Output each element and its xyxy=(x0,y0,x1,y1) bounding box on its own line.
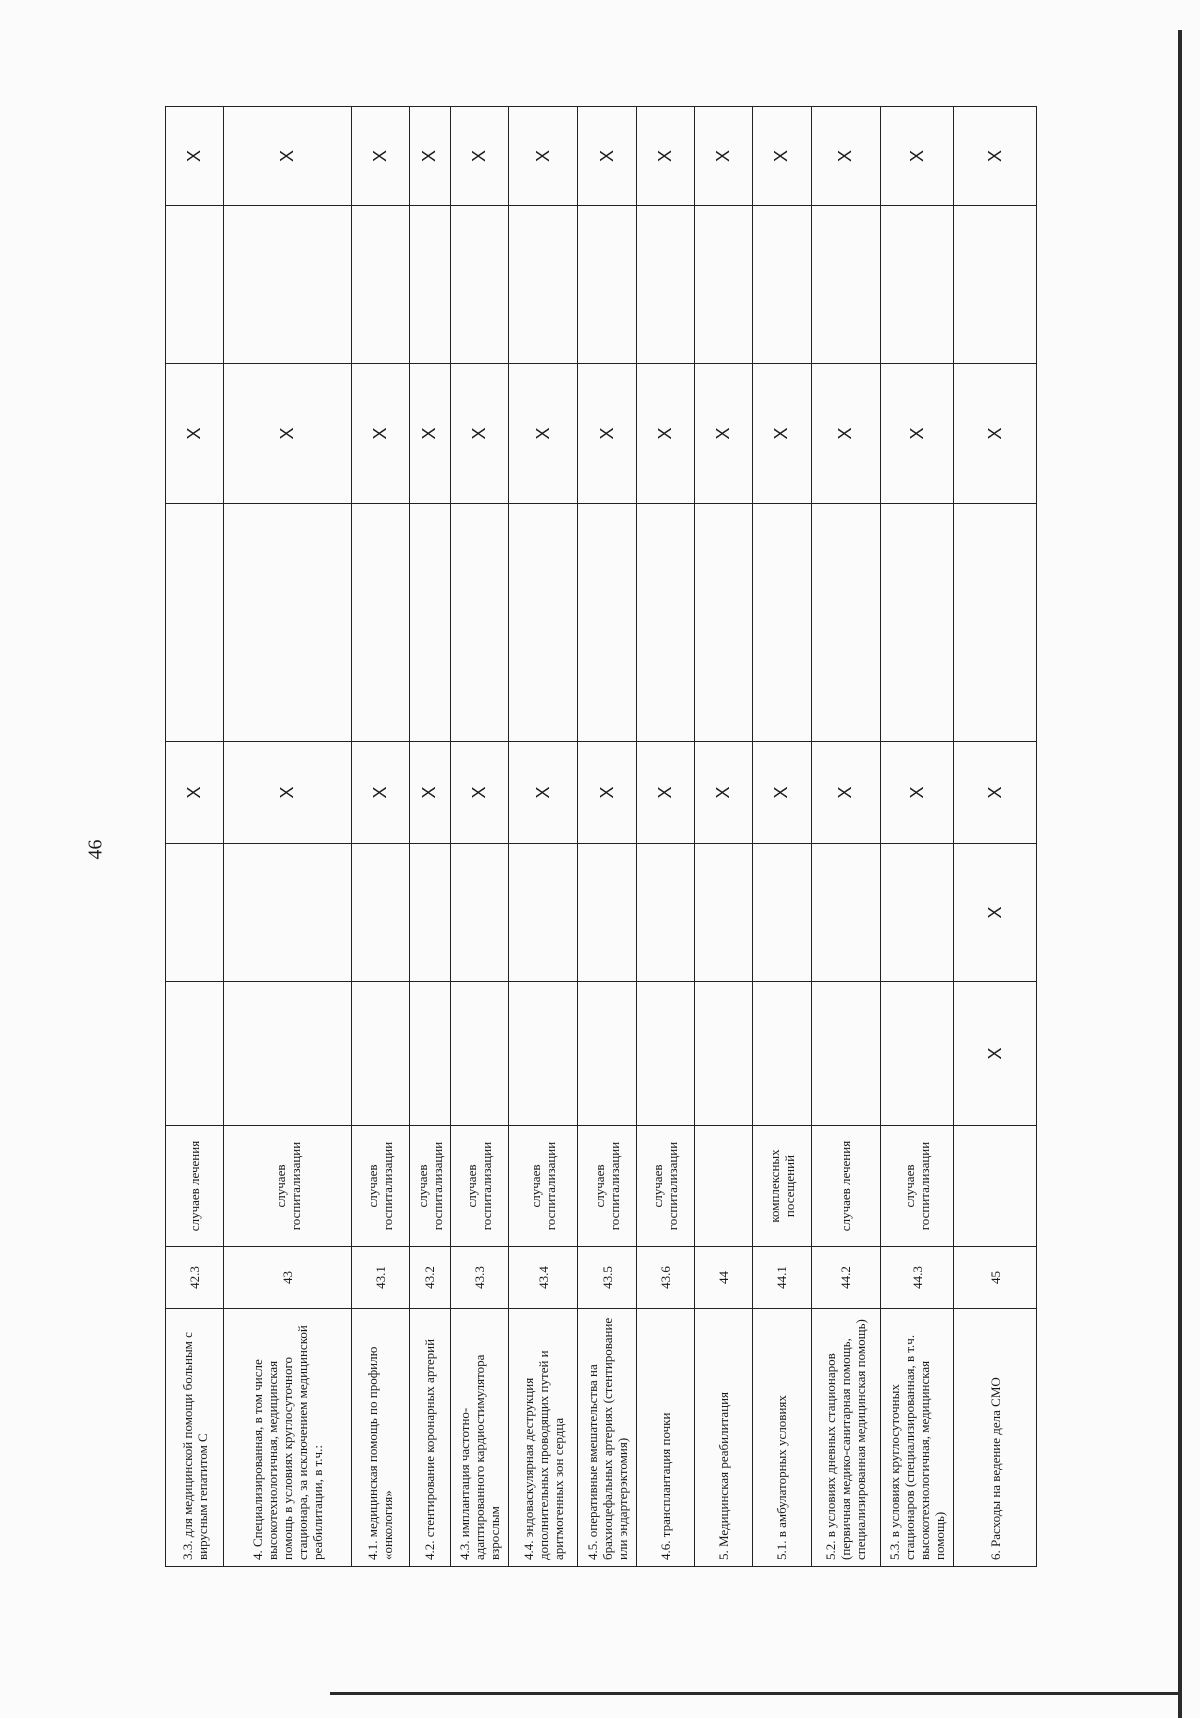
x-mark-cell: X xyxy=(166,364,224,504)
x-mark-cell: X xyxy=(954,982,1037,1126)
row-unit-cell xyxy=(694,1126,752,1247)
x-mark-cell: X xyxy=(694,742,752,844)
row-code-cell: 43.3 xyxy=(450,1247,508,1309)
table-row xyxy=(954,107,1037,1567)
empty-cell xyxy=(224,982,352,1126)
row-code-cell: 42.3 xyxy=(166,1247,224,1309)
empty-cell xyxy=(578,844,636,982)
x-mark-cell: X xyxy=(578,107,636,206)
empty-cell xyxy=(753,982,811,1126)
table-row xyxy=(224,107,352,1567)
empty-cell xyxy=(954,206,1037,364)
empty-cell xyxy=(224,206,352,364)
row-code-cell: 45 xyxy=(954,1247,1037,1309)
x-mark-cell: X xyxy=(450,742,508,844)
row-unit-cell: случаев госпитализации xyxy=(450,1126,508,1247)
empty-cell xyxy=(450,504,508,742)
x-mark-cell: X xyxy=(636,742,694,844)
empty-cell xyxy=(880,982,954,1126)
row-unit-cell: случаев лечения xyxy=(166,1126,224,1247)
row-code-cell: 43.6 xyxy=(636,1247,694,1309)
x-mark-cell: X xyxy=(954,844,1037,982)
empty-cell xyxy=(954,504,1037,742)
empty-cell xyxy=(410,206,451,364)
empty-cell xyxy=(450,982,508,1126)
empty-cell xyxy=(578,982,636,1126)
row-name-cell: 4.5. оперативные вмешательства на брахиоцефальных артериях (стентирование или эндартерэктомия) xyxy=(578,1309,636,1567)
row-unit-cell: случаев госпитализации xyxy=(351,1126,409,1247)
empty-cell xyxy=(351,982,409,1126)
empty-cell xyxy=(694,206,752,364)
page-edge-right xyxy=(1178,30,1182,1718)
row-name-cell: 5.1. в амбулаторных условиях xyxy=(753,1309,811,1567)
page-number: 46 xyxy=(84,839,107,860)
x-mark-cell: X xyxy=(351,364,409,504)
page-edge-bottom xyxy=(330,1692,1182,1695)
row-code-cell: 44.2 xyxy=(811,1247,880,1309)
x-mark-cell: X xyxy=(578,742,636,844)
table-row xyxy=(450,107,508,1567)
empty-cell xyxy=(351,844,409,982)
empty-cell xyxy=(509,844,578,982)
row-code-cell: 43.2 xyxy=(410,1247,451,1309)
empty-cell xyxy=(224,504,352,742)
x-mark-cell: X xyxy=(450,364,508,504)
table-row xyxy=(880,107,954,1567)
row-name-cell: 4.3. имплантация частотно-адаптированного кардиостимулятора взрослым xyxy=(450,1309,508,1567)
row-code-cell: 44.3 xyxy=(880,1247,954,1309)
table-row xyxy=(166,107,224,1567)
empty-cell xyxy=(578,206,636,364)
x-mark-cell: X xyxy=(954,107,1037,206)
x-mark-cell: X xyxy=(811,364,880,504)
row-code-cell: 44.1 xyxy=(753,1247,811,1309)
row-unit-cell xyxy=(954,1126,1037,1247)
empty-cell xyxy=(636,982,694,1126)
x-mark-cell: X xyxy=(351,742,409,844)
x-mark-cell: X xyxy=(753,107,811,206)
empty-cell xyxy=(753,206,811,364)
x-mark-cell: X xyxy=(636,364,694,504)
table-row xyxy=(811,107,880,1567)
empty-cell xyxy=(410,504,451,742)
empty-cell xyxy=(410,982,451,1126)
table-row xyxy=(636,107,694,1567)
empty-cell xyxy=(636,844,694,982)
empty-cell xyxy=(636,504,694,742)
x-mark-cell: X xyxy=(166,107,224,206)
x-mark-cell: X xyxy=(694,107,752,206)
financing-table xyxy=(165,106,1037,1567)
row-code-cell: 43.4 xyxy=(509,1247,578,1309)
empty-cell xyxy=(509,504,578,742)
table-row xyxy=(410,107,451,1567)
x-mark-cell: X xyxy=(954,364,1037,504)
x-mark-cell: X xyxy=(753,364,811,504)
x-mark-cell: X xyxy=(410,364,451,504)
row-code-cell: 43.1 xyxy=(351,1247,409,1309)
x-mark-cell: X xyxy=(880,107,954,206)
empty-cell xyxy=(694,504,752,742)
x-mark-cell: X xyxy=(351,107,409,206)
empty-cell xyxy=(880,206,954,364)
x-mark-cell: X xyxy=(224,364,352,504)
empty-cell xyxy=(410,844,451,982)
row-unit-cell: комплексных посещений xyxy=(753,1126,811,1247)
row-unit-cell: случаев госпитализации xyxy=(410,1126,451,1247)
row-name-cell: 5.2. в условиях дневных стационаров (первичная медико-санитарная помощь, специализированная медицинская помощь) xyxy=(811,1309,880,1567)
table-row xyxy=(694,107,752,1567)
x-mark-cell: X xyxy=(410,742,451,844)
row-unit-cell: случаев госпитализации xyxy=(509,1126,578,1247)
empty-cell xyxy=(351,504,409,742)
x-mark-cell: X xyxy=(410,107,451,206)
empty-cell xyxy=(694,982,752,1126)
x-mark-cell: X xyxy=(224,107,352,206)
x-mark-cell: X xyxy=(450,107,508,206)
x-mark-cell: X xyxy=(753,742,811,844)
empty-cell xyxy=(450,844,508,982)
row-name-cell: 5.3. в условиях круглосуточных стационаров (специализированная, в т.ч. высокотехнологичная, медицинская помощь) xyxy=(880,1309,954,1567)
empty-cell xyxy=(880,844,954,982)
row-name-cell: 6. Расходы на ведение дела СМО xyxy=(954,1309,1037,1567)
row-unit-cell: случаев госпитализации xyxy=(578,1126,636,1247)
x-mark-cell: X xyxy=(954,742,1037,844)
row-unit-cell: случаев госпитализации xyxy=(224,1126,352,1247)
x-mark-cell: X xyxy=(694,364,752,504)
empty-cell xyxy=(753,844,811,982)
table-body xyxy=(166,107,1037,1567)
row-code-cell: 43.5 xyxy=(578,1247,636,1309)
x-mark-cell: X xyxy=(636,107,694,206)
empty-cell xyxy=(166,844,224,982)
empty-cell xyxy=(166,504,224,742)
row-name-cell: 4.6. трансплантация почки xyxy=(636,1309,694,1567)
empty-cell xyxy=(166,206,224,364)
empty-cell xyxy=(578,504,636,742)
empty-cell xyxy=(811,206,880,364)
empty-cell xyxy=(224,844,352,982)
x-mark-cell: X xyxy=(509,742,578,844)
empty-cell xyxy=(166,982,224,1126)
x-mark-cell: X xyxy=(880,364,954,504)
empty-cell xyxy=(880,504,954,742)
empty-cell xyxy=(509,206,578,364)
row-name-cell: 4. Специализированная, в том числе высокотехнологичная, медицинская помощь в условиях круглосуточного стационара, за исключением медицинской реабилитации, в т.ч.: xyxy=(224,1309,352,1567)
x-mark-cell: X xyxy=(509,107,578,206)
row-unit-cell: случаев лечения xyxy=(811,1126,880,1247)
row-code-cell: 43 xyxy=(224,1247,352,1309)
empty-cell xyxy=(636,206,694,364)
row-name-cell: 4.1. медицинская помощь по профилю «онкология» xyxy=(351,1309,409,1567)
x-mark-cell: X xyxy=(811,107,880,206)
empty-cell xyxy=(509,982,578,1126)
table-row xyxy=(509,107,578,1567)
empty-cell xyxy=(450,206,508,364)
x-mark-cell: X xyxy=(811,742,880,844)
table-row xyxy=(753,107,811,1567)
empty-cell xyxy=(811,982,880,1126)
empty-cell xyxy=(694,844,752,982)
x-mark-cell: X xyxy=(166,742,224,844)
x-mark-cell: X xyxy=(578,364,636,504)
row-name-cell: 5. Медицинская реабилитация xyxy=(694,1309,752,1567)
row-name-cell: 4.4. эндоваскулярная деструкция дополнительных проводящих путей и аритмогенных зон сердца xyxy=(509,1309,578,1567)
table-row xyxy=(351,107,409,1567)
table-row xyxy=(578,107,636,1567)
row-code-cell: 44 xyxy=(694,1247,752,1309)
x-mark-cell: X xyxy=(509,364,578,504)
empty-cell xyxy=(351,206,409,364)
x-mark-cell: X xyxy=(224,742,352,844)
row-name-cell: 3.3. для медицинской помощи больным с вирусным гепатитом С xyxy=(166,1309,224,1567)
empty-cell xyxy=(753,504,811,742)
rotated-table-wrapper xyxy=(165,106,1037,1567)
empty-cell xyxy=(811,844,880,982)
x-mark-cell: X xyxy=(880,742,954,844)
row-name-cell: 4.2. стентирование коронарных артерий xyxy=(410,1309,451,1567)
row-unit-cell: случаев госпитализации xyxy=(880,1126,954,1247)
row-unit-cell: случаев госпитализации xyxy=(636,1126,694,1247)
empty-cell xyxy=(811,504,880,742)
